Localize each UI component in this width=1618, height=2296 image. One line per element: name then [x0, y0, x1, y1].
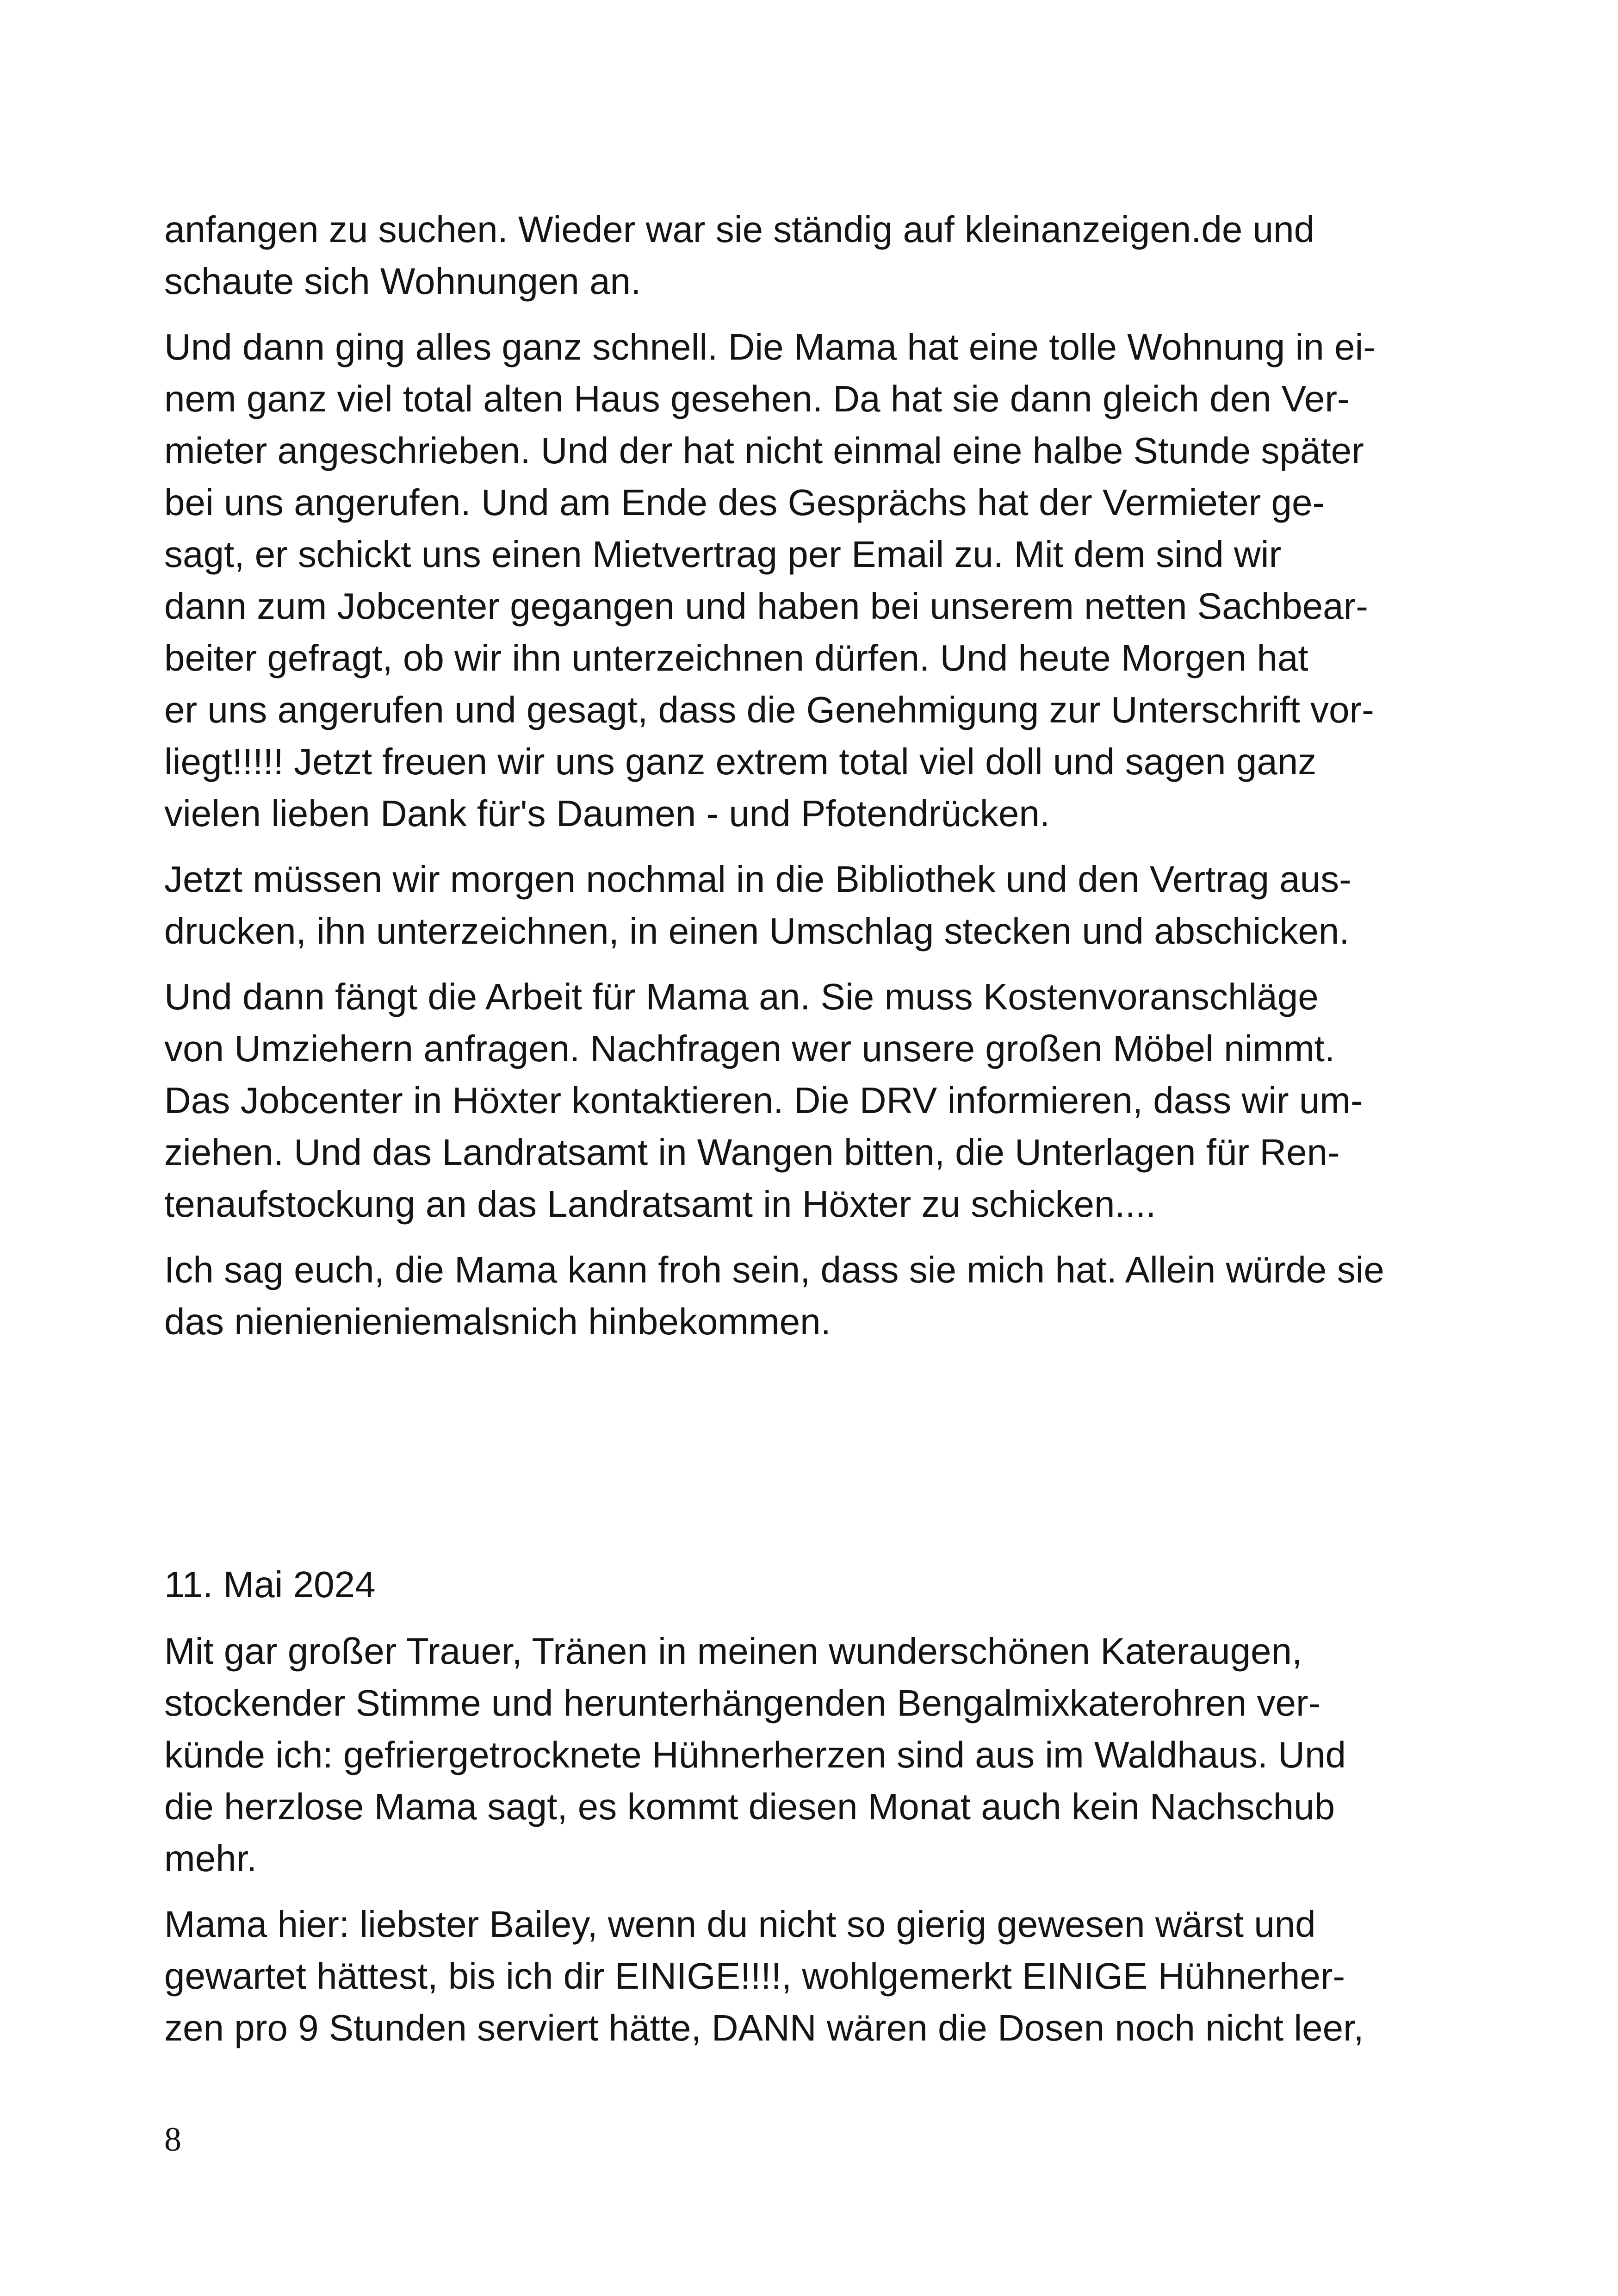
text-line: sagt, er schickt uns einen Mietvertrag per Email zu. Mit dem sind wir — [164, 534, 1282, 575]
entry-date: 11. Mai 2024 — [164, 1564, 376, 1605]
text-line: liegt!!!!! Jetzt freuen wir uns ganz extrem total viel doll und sagen ganz — [164, 741, 1317, 782]
text-line: schaute sich Wohnungen an. — [164, 261, 641, 302]
text-line: Das Jobcenter in Höxter kontaktieren. Die DRV informieren, dass wir um- — [164, 1080, 1363, 1121]
text-line: Und dann fängt die Arbeit für Mama an. Sie muss Kostenvoranschläge — [164, 976, 1319, 1017]
text-line: ziehen. Und das Landratsamt in Wangen bitten, die Unterlagen für Ren- — [164, 1132, 1340, 1173]
text-line: Mit gar großer Trauer, Tränen in meinen wunderschönen Kateraugen, — [164, 1630, 1302, 1672]
paragraph-mama-reply — [164, 1898, 1451, 2054]
text-line: gewartet hättest, bis ich dir EINIGE!!!!, wohlgemerkt EINIGE Hühnerher- — [164, 1955, 1345, 1997]
paragraph-apartment-search — [164, 204, 1451, 307]
paragraph-chicken-hearts — [164, 1625, 1451, 1885]
text-line: Mama hier: liebster Bailey, wenn du nicht so gierig gewesen wärst und — [164, 1904, 1316, 1945]
page-number: 8 — [164, 2121, 181, 2159]
text-line: Jetzt müssen wir morgen nochmal in die Bibliothek und den Vertrag aus- — [164, 859, 1351, 900]
text-line: stockender Stimme und herunterhängenden Bengalmixkaterohren ver- — [164, 1682, 1321, 1724]
text-line: bei uns angerufen. Und am Ende des Gesprächs hat der Vermieter ge- — [164, 482, 1325, 523]
text-line: Und dann ging alles ganz schnell. Die Mama hat eine tolle Wohnung in ei- — [164, 326, 1376, 367]
text-line: von Umziehern anfragen. Nachfragen wer unsere großen Möbel nimmt. — [164, 1028, 1335, 1069]
diary-entry-may-11 — [164, 1559, 1451, 2068]
text-line: das nienienieniemalsnich hinbekommen. — [164, 1301, 831, 1342]
paragraph-closing — [164, 1244, 1451, 1348]
text-line: vielen lieben Dank für's Daumen - und Pfotendrücken. — [164, 793, 1050, 834]
text-line: anfangen zu suchen. Wieder war sie ständig auf kleinanzeigen.de und — [164, 209, 1315, 250]
paragraph-library — [164, 853, 1451, 957]
text-line: beiter gefragt, ob wir ihn unterzeichnen dürfen. Und heute Morgen hat — [164, 637, 1308, 678]
text-line: dann zum Jobcenter gegangen und haben bei unserem netten Sachbear- — [164, 585, 1368, 627]
text-line: die herzlose Mama sagt, es kommt diesen Monat auch kein Nachschub — [164, 1786, 1335, 1827]
text-line: er uns angerufen und gesagt, dass die Genehmigung zur Unterschrift vor- — [164, 689, 1374, 730]
text-line: nem ganz viel total alten Haus gesehen. Da hat sie dann gleich den Ver- — [164, 378, 1350, 419]
text-line: zen pro 9 Stunden serviert hätte, DANN wären die Dosen noch nicht leer, — [164, 2007, 1364, 2048]
text-line: drucken, ihn unterzeichnen, in einen Umschlag stecken und abschicken. — [164, 910, 1350, 952]
diary-entry-continued — [164, 204, 1451, 1362]
text-line: mieter angeschrieben. Und der hat nicht einmal eine halbe Stunde später — [164, 430, 1364, 471]
text-line: mehr. — [164, 1838, 257, 1879]
paragraph-apartment-found — [164, 321, 1451, 840]
text-line: künde ich: gefriergetrocknete Hühnerherzen sind aus im Waldhaus. Und — [164, 1734, 1346, 1775]
text-line: tenaufstockung an das Landratsamt in Höxter zu schicken.... — [164, 1183, 1156, 1225]
paragraph-tasks — [164, 971, 1451, 1230]
text-line: Ich sag euch, die Mama kann froh sein, dass sie mich hat. Allein würde sie — [164, 1249, 1384, 1290]
